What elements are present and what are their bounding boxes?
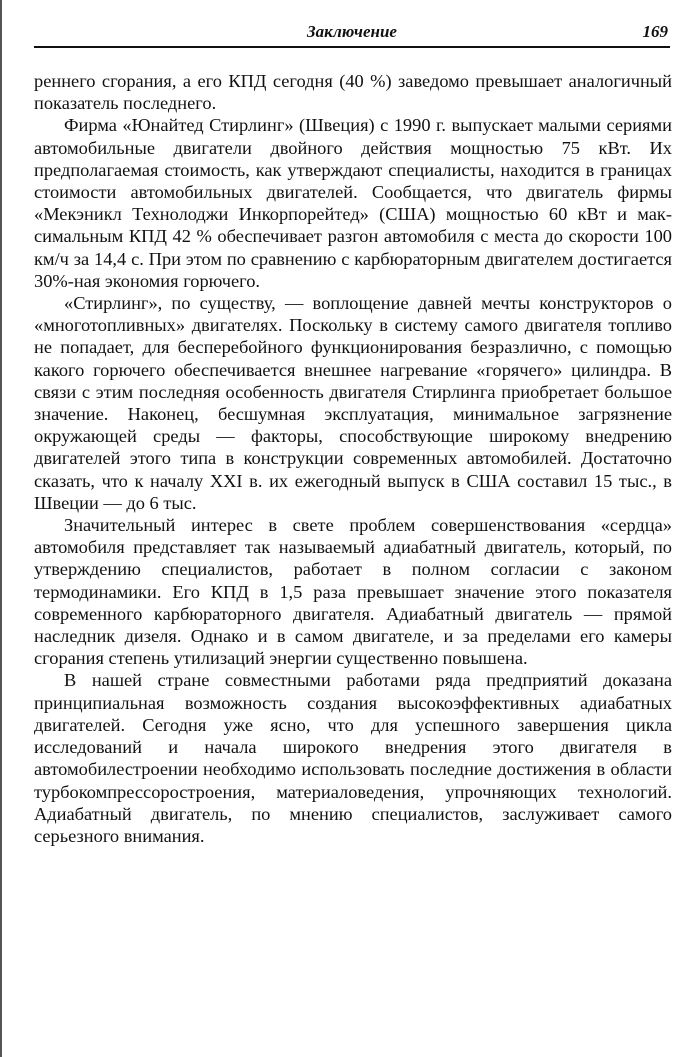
body-text bbox=[34, 70, 672, 847]
paragraph-continued: реннего сгорания, а его КПД сегодня (40 %) заведомо превышает аналогичный показатель последнего. bbox=[34, 71, 672, 114]
paragraph-united-stirling: Фирма «Юнайтед Стирлинг» (Швеция) с 1990 г. выпускает малыми сериями автомобильные двигатели двойного действия мощностью 75 кВт. Их предполагаемая стоимость, как утверждают специалисты, находится в границах стоимости автомобильных двигателей. Сообщается, что двигатель фирмы «Мекэникл Технолоджи Инкорпорейтед» (США) мощностью 60 кВт и максимальным КПД 42 % обеспечивает разгон автомобиля с места до скорости 100 км/ч за 14,4 с. При этом по сравнению с карбюраторным двигателем достигается 30%-ная экономия горючего. bbox=[34, 115, 672, 291]
page-number: 169 bbox=[642, 22, 668, 41]
paragraph-adiabatic-engine: Значительный интерес в свете проблем совершенствования «сердца» автомобиля представляет так называемый адиабатный двигатель, который, по утверждению специалистов, работает в полном согласии с законом термодинамики. Его КПД в 1,5 раза превышает значение этого показателя современного карбюраторного двигателя. Адиабатный двигатель — прямой наследник дизеля. Однако и в самом двигателе, и за пределами его камеры сгорания степень утилизаций энергии существенно повышена. bbox=[34, 515, 672, 669]
running-header bbox=[34, 18, 670, 48]
paragraph-stirling-multifuel: «Стирлинг», по существу, — воплощение давней мечты конструкторов о «многотопливных» двигателях. Поскольку в систему самого двигателя топливо не попадает, для бесперебойного функционирования безразлично, с помощью какого горючего обеспечивается внешнее нагревание «горячего» цилиндра. В связи с этим последняя особенность двигателя Стирлинга приобретает большое значение. Наконец, бесшумная эксплуатация, минимальное загрязнение окружающей среды — факторы, способствующие широкому внедрению двигателей этого типа в конструкции современных автомобилей. Достаточно сказать, что к началу XXI в. их ежегодный выпуск в США составил 15 тыс., в Швеции — до 6 тыс. bbox=[34, 293, 672, 513]
section-title: Заключение bbox=[307, 22, 397, 41]
paragraph-domestic-research: В нашей стране совместными работами ряда предприятий доказана принципиальная возможность создания высокоэффективных адиабатных двигателей. Сегодня уже ясно, что для успешного завершения цикла исследований и начала широкого внедрения этого двигателя в автомобилестроении необходимо использовать последние достижения в области турбокомпрессоростроения, материаловедения, упрочняющих технологий. Адиабатный двигатель, по мнению специалистов, заслуживает самого серьезного внимания. bbox=[34, 670, 672, 846]
